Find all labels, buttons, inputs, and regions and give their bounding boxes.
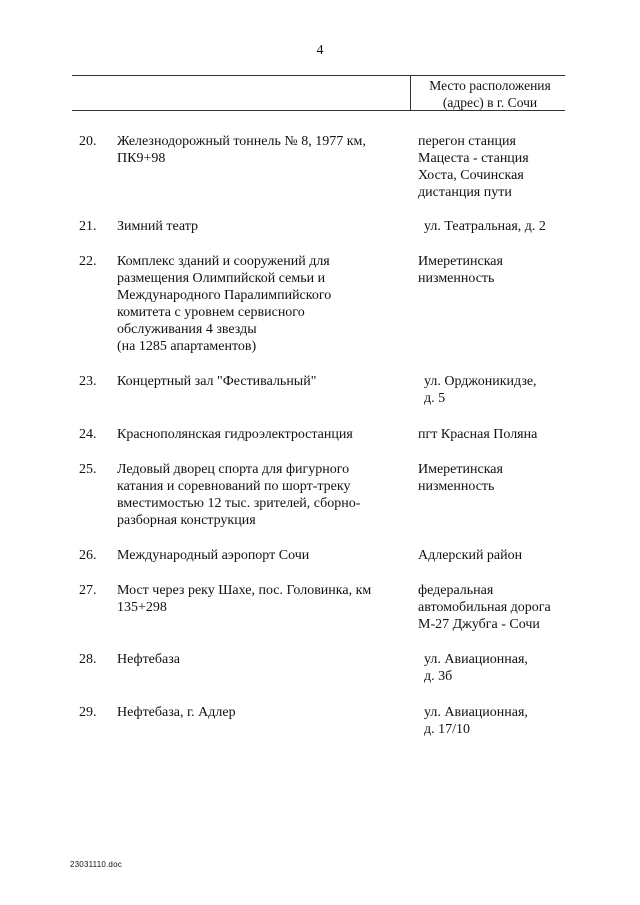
item-name	[117, 704, 402, 721]
item-name-line: Международного Паралимпийского	[117, 288, 332, 303]
item-number: 24.	[79, 427, 97, 442]
item-address-line: М-27 Джубга - Сочи	[418, 617, 540, 632]
item-address-line: ул. Орджоникидзе,	[424, 374, 537, 389]
item-address	[424, 651, 574, 685]
item-address	[424, 704, 574, 738]
location-header-line: Место расположения	[429, 78, 551, 93]
item-address-line: ул. Театральная, д. 2	[424, 219, 546, 234]
item-name-line: Комплекс зданий и сооружений для	[117, 254, 330, 269]
item-name-line: Железнодорожный тоннель № 8, 1977 км,	[117, 134, 366, 149]
item-address-line: Хоста, Сочинская	[418, 168, 524, 183]
item-number: 27.	[79, 583, 97, 598]
item-address-line: Имеретинская	[418, 254, 503, 269]
item-name-line: 135+298	[117, 600, 167, 615]
item-address	[424, 373, 574, 407]
item-number: 21.	[79, 219, 97, 234]
item-name-line: комитета с уровнем сервисного	[117, 305, 305, 320]
item-name	[117, 547, 402, 564]
item-number: 25.	[79, 462, 97, 477]
item-address-line: д. 5	[424, 391, 446, 406]
item-address-line: Имеретинская	[418, 462, 503, 477]
item-name-line: катания и соревнований по шорт-треку	[117, 479, 351, 494]
item-address-line: ул. Авиационная,	[424, 705, 528, 720]
item-address-line: Мацеста - станция	[418, 151, 529, 166]
item-address	[418, 133, 568, 201]
item-address	[424, 218, 574, 235]
item-address-line: д. 17/10	[424, 722, 471, 737]
item-address-line: Адлерский район	[418, 548, 523, 563]
page-number: 4	[316, 43, 324, 58]
item-name-line: Концертный зал "Фестивальный"	[117, 374, 317, 389]
item-name-line: размещения Олимпийской семьи и	[117, 271, 326, 286]
item-number: 20.	[79, 134, 97, 149]
item-name	[117, 426, 402, 443]
item-name-line: обслуживания 4 звезды	[117, 322, 257, 337]
item-number: 29.	[79, 705, 97, 720]
item-number: 28.	[79, 652, 97, 667]
item-address	[418, 547, 568, 564]
item-address	[418, 253, 568, 287]
item-name-line: Международный аэропорт Сочи	[117, 548, 310, 563]
item-name-line: Нефтебаза	[117, 652, 180, 667]
item-address	[418, 582, 568, 633]
item-number: 26.	[79, 548, 97, 563]
item-number: 22.	[79, 254, 97, 269]
item-address-line: перегон станция	[418, 134, 516, 149]
item-name-line: вместимостью 12 тыс. зрителей, сборно-	[117, 496, 361, 511]
item-address-line: федеральная	[418, 583, 494, 598]
item-name-line: Краснополянская гидроэлектростанция	[117, 427, 353, 442]
item-name-line: Зимний театр	[117, 219, 198, 234]
item-address	[418, 426, 568, 443]
item-address-line: низменность	[418, 271, 495, 286]
item-address-line: автомобильная дорога	[418, 600, 551, 615]
item-address-line: д. 3б	[424, 669, 453, 684]
location-header-line: (адрес) в г. Сочи	[442, 95, 538, 110]
item-name	[117, 651, 402, 668]
item-name	[117, 133, 402, 167]
item-name-line: (на 1285 апартаментов)	[117, 339, 257, 354]
item-name	[117, 253, 402, 355]
item-name-line: Ледовый дворец спорта для фигурного	[117, 462, 350, 477]
item-address-line: пгт Красная Поляна	[418, 427, 538, 442]
item-name	[117, 461, 402, 529]
item-name	[117, 218, 402, 235]
item-name	[117, 373, 402, 390]
item-name-line: разборная конструкция	[117, 513, 256, 528]
document-file-name: 23031110.doc	[70, 860, 122, 869]
item-address-line: ул. Авиационная,	[424, 652, 528, 667]
item-name-line: Нефтебаза, г. Адлер	[117, 705, 236, 720]
item-address-line: дистанция пути	[418, 185, 512, 200]
item-address	[418, 461, 568, 495]
item-name	[117, 582, 402, 616]
item-number: 23.	[79, 374, 97, 389]
item-name-line: Мост через реку Шахе, пос. Головинка, км	[117, 583, 372, 598]
item-name-line: ПК9+98	[117, 151, 166, 166]
item-address-line: низменность	[418, 479, 495, 494]
